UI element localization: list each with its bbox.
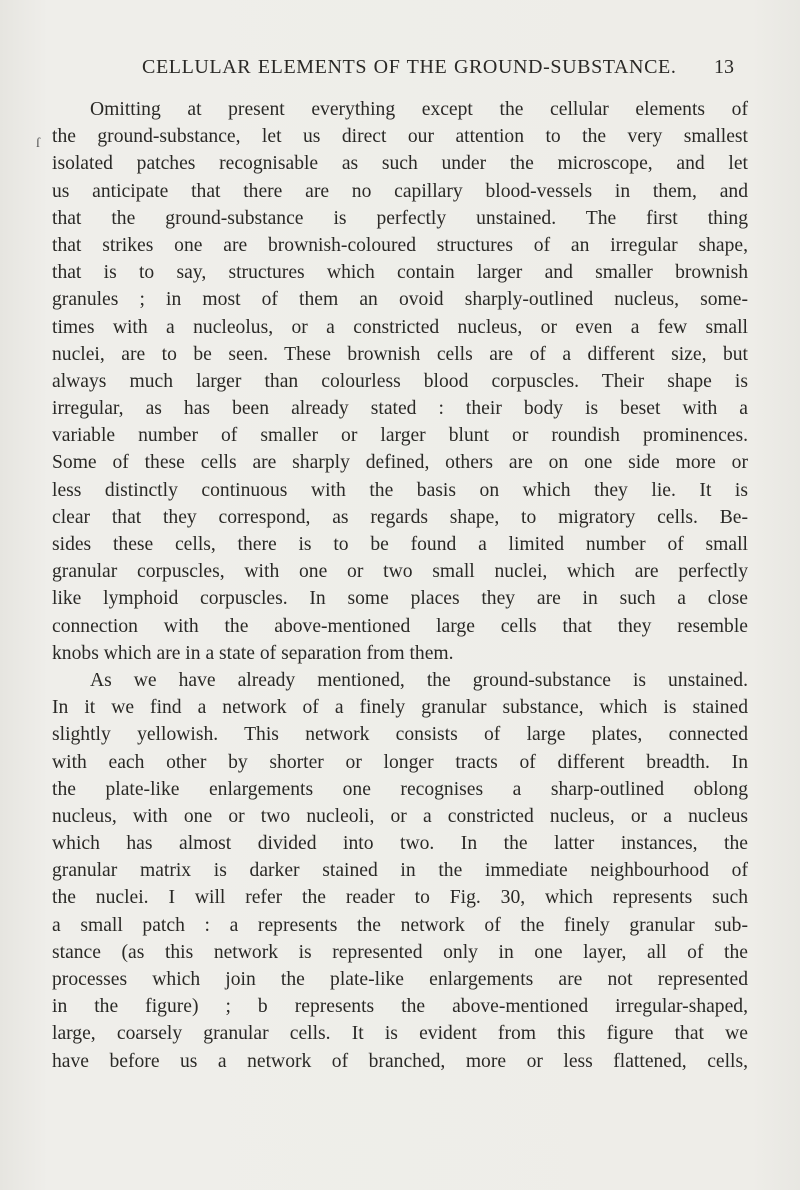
text-line: times with a nucleolus, or a constricted nucleus, or even a few small [52, 316, 748, 338]
text-line: us anticipate that there are no capillary blood-vessels in them, and [52, 180, 748, 202]
text-line: have before us a network of branched, more or less flattened, cells, [52, 1050, 748, 1072]
text-line: which has almost divided into two. In the latter instances, the [52, 833, 748, 855]
text-line: large, coarsely granular cells. It is evident from this figure that we [52, 1023, 748, 1045]
text-line: always much larger than colourless blood corpuscles. Their shape is [52, 370, 748, 392]
text-line: nuclei, are to be seen. These brownish cells are of a different size, but [52, 343, 748, 365]
text-line: slightly yellowish. This network consists of large plates, connected [52, 724, 748, 746]
text-line: the ground-substance, let us direct our attention to the very smallest [52, 126, 748, 148]
text-line: granules ; in most of them an ovoid sharply-outlined nucleus, some- [52, 289, 748, 311]
text-line: the plate-like enlargements one recognises a sharp-outlined oblong [52, 778, 748, 800]
text-line: As we have already mentioned, the ground-substance is unstained. [90, 669, 748, 691]
text-line: granular matrix is darker stained in the immediate neighbourhood of [52, 860, 748, 882]
text-line: that strikes one are brownish-coloured structures of an irregular shape, [52, 234, 748, 256]
text-line: sides these cells, there is to be found a limited number of small [52, 534, 748, 555]
text-line: like lymphoid corpuscles. In some places they are in such a close [52, 588, 748, 610]
text-line: In it we find a network of a finely granular substance, which is stained [52, 697, 748, 719]
text-line: clear that they correspond, as regards shape, to migratory cells. Be- [52, 506, 748, 528]
text-line: the nuclei. I will refer the reader to Fig. 30, which represents such [52, 887, 748, 909]
text-line: irregular, as has been already stated : their body is beset with a [52, 398, 748, 420]
running-title: CELLULAR ELEMENTS OF THE GROUND-SUBSTANCE. [142, 56, 677, 78]
text-line: processes which join the plate-like enlargements are not represented [52, 969, 748, 990]
text-line: Some of these cells are sharply defined, others are on one side more or [52, 452, 748, 474]
page-number: 13 [714, 56, 734, 78]
text-line: that is to say, structures which contain larger and smaller brownish [52, 262, 748, 284]
text-line: that the ground-substance is perfectly unstained. The first thing [52, 207, 748, 229]
text-line: variable number of smaller or larger blunt or roundish prominences. [52, 425, 748, 447]
text-line: Omitting at present everything except the cellular elements of [90, 99, 748, 120]
text-line: less distinctly continuous with the basis on which they lie. It is [52, 479, 748, 501]
text-line: stance (as this network is represented only in one layer, all of the [52, 941, 748, 963]
text-line: isolated patches recognisable as such under the microscope, and let [52, 153, 748, 175]
text-line: knobs which are in a state of separation from them. [52, 642, 454, 664]
text-line: with each other by shorter or longer tracts of different breadth. In [52, 751, 748, 773]
margin-mark: ſ [36, 136, 40, 151]
text-line: in the figure) ; b represents the above-mentioned irregular-shaped, [52, 996, 748, 1018]
body-text [52, 96, 748, 1075]
text-line: nucleus, with one or two nucleoli, or a constricted nucleus, or a nucleus [52, 805, 748, 827]
text-line: granular corpuscles, with one or two small nuclei, which are perfectly [52, 561, 748, 583]
text-line: a small patch : a represents the network of the finely granular sub- [52, 914, 748, 936]
text-line: connection with the above-mentioned large cells that they resemble [52, 615, 748, 637]
